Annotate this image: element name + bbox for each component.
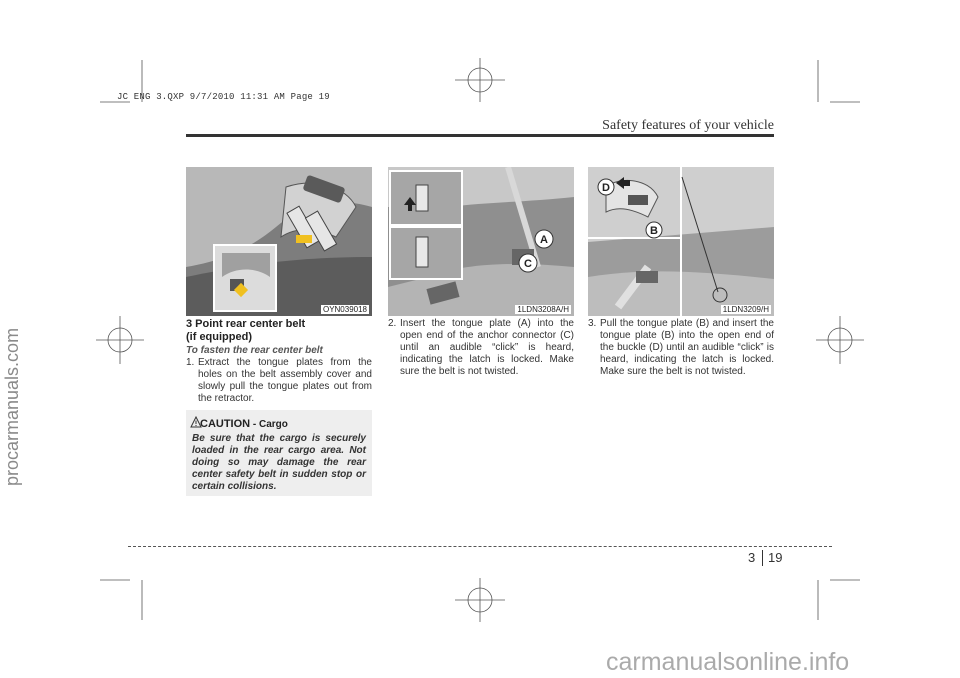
callout-label-c: C — [524, 258, 532, 270]
step-1 — [186, 357, 372, 405]
caution-box — [186, 410, 372, 496]
section-heading — [186, 318, 305, 344]
callout-label-d: D — [602, 182, 610, 194]
subheading: To fasten the rear center belt — [186, 345, 323, 356]
figure-code: 1LDN3208A/H — [517, 305, 569, 314]
step-number: 3. — [588, 318, 597, 329]
step-number: 1. — [186, 357, 195, 368]
step-number: 2. — [388, 318, 397, 329]
step-3 — [588, 318, 774, 378]
heading-line-1: 3 Point rear center belt — [186, 318, 306, 330]
watermark-bottom: carmanualsonline.info — [606, 648, 850, 676]
caution-label: CAUTION — [200, 418, 251, 430]
page-number: 19 — [768, 550, 783, 565]
anchor-connector-illustration — [388, 167, 574, 316]
section-title: Safety features of your vehicle — [602, 118, 774, 133]
watermark-left-text: procarmanuals.com — [2, 327, 22, 486]
step-2 — [388, 318, 574, 378]
header-rule — [186, 134, 774, 137]
callout-label-b: B — [650, 225, 658, 237]
caution-text: Be sure that the cargo is securely loaded in the rear cargo area. Not doing so may damage the rear center safety belt in sudden stop or certain collisions. — [192, 433, 366, 492]
step-text: Insert the tongue plate (A) into the open end of the anchor connector (C) until an audible “click” is heard, indicating the latch is locked. Make sure the belt is not twisted. — [400, 318, 574, 377]
figure-buckle — [588, 167, 774, 316]
figure-belt-assembly-cover — [186, 167, 372, 316]
step-text: Extract the tongue plates from the holes on the belt assembly cover and slowly pull the tongue plates out from the retractor. — [198, 357, 372, 404]
caution-title — [200, 418, 288, 430]
chapter-number: 3 — [748, 550, 756, 565]
buckle-illustration — [588, 167, 774, 316]
caution-subtitle: - Cargo — [250, 419, 288, 430]
figure-anchor-connector — [388, 167, 574, 316]
figure-code: OYN039018 — [322, 305, 367, 314]
watermark-left — [2, 230, 24, 490]
page-number-divider — [762, 550, 763, 566]
belt-cover-illustration — [186, 167, 372, 316]
footer-dashed-line — [128, 546, 832, 547]
step-text: Pull the tongue plate (B) and insert the tongue plate (B) into the open end of the buckle (D) until an audible “click” is heard, indicating the latch is locked. Make sure the belt is not twisted. — [600, 318, 774, 377]
heading-line-2: (if equipped) — [186, 331, 252, 343]
print-slug: JC ENG 3.QXP 9/7/2010 11:31 AM Page 19 — [117, 92, 330, 102]
figure-code: 1LDN3209/H — [722, 305, 769, 314]
callout-label-a: A — [540, 234, 548, 246]
